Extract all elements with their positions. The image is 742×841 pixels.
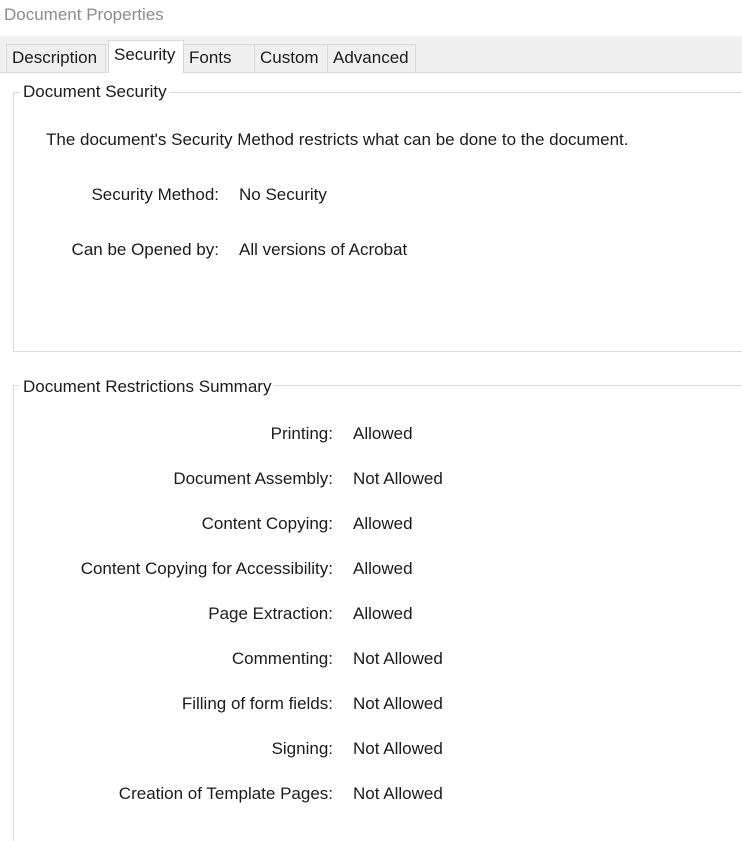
tab-strip bbox=[0, 36, 742, 72]
tab-fonts[interactable]: Fonts bbox=[183, 44, 255, 72]
commenting-value: Not Allowed bbox=[353, 649, 443, 668]
window-title: Document Properties bbox=[4, 5, 164, 24]
page-extraction-value: Allowed bbox=[353, 604, 413, 623]
signing-label: Signing: bbox=[271, 739, 333, 758]
document-assembly-label: Document Assembly: bbox=[173, 469, 333, 488]
content-copying-value: Allowed bbox=[353, 514, 413, 533]
tab-security[interactable]: Security bbox=[108, 40, 184, 73]
content-copying-accessibility-value: Allowed bbox=[353, 559, 413, 578]
opened-by-label: Can be Opened by: bbox=[71, 240, 219, 259]
document-assembly-value: Not Allowed bbox=[353, 469, 443, 488]
template-pages-value: Not Allowed bbox=[353, 784, 443, 803]
page-extraction-label: Page Extraction: bbox=[208, 604, 333, 623]
form-filling-label: Filling of form fields: bbox=[181, 694, 333, 713]
printing-label: Printing: bbox=[270, 424, 333, 443]
security-description: The document's Security Method restricts what can be done to the document. bbox=[46, 130, 629, 149]
content-copying-accessibility-label: Content Copying for Accessibility: bbox=[80, 559, 333, 578]
title-bar bbox=[0, 0, 742, 36]
signing-value: Not Allowed bbox=[353, 739, 443, 758]
printing-value: Allowed bbox=[353, 424, 413, 443]
tab-advanced[interactable]: Advanced bbox=[327, 44, 416, 72]
document-security-legend: Document Security bbox=[20, 81, 170, 103]
security-method-label: Security Method: bbox=[91, 185, 219, 204]
opened-by-value: All versions of Acrobat bbox=[239, 240, 408, 259]
template-pages-label: Creation of Template Pages: bbox=[118, 784, 333, 803]
security-method-value: No Security bbox=[239, 185, 327, 204]
restrictions-summary-legend: Document Restrictions Summary bbox=[20, 376, 274, 398]
tab-description[interactable]: Description bbox=[6, 44, 106, 72]
content-copying-label: Content Copying: bbox=[201, 514, 333, 533]
form-filling-value: Not Allowed bbox=[353, 694, 443, 713]
commenting-label: Commenting: bbox=[231, 649, 333, 668]
tab-custom[interactable]: Custom bbox=[254, 44, 328, 72]
